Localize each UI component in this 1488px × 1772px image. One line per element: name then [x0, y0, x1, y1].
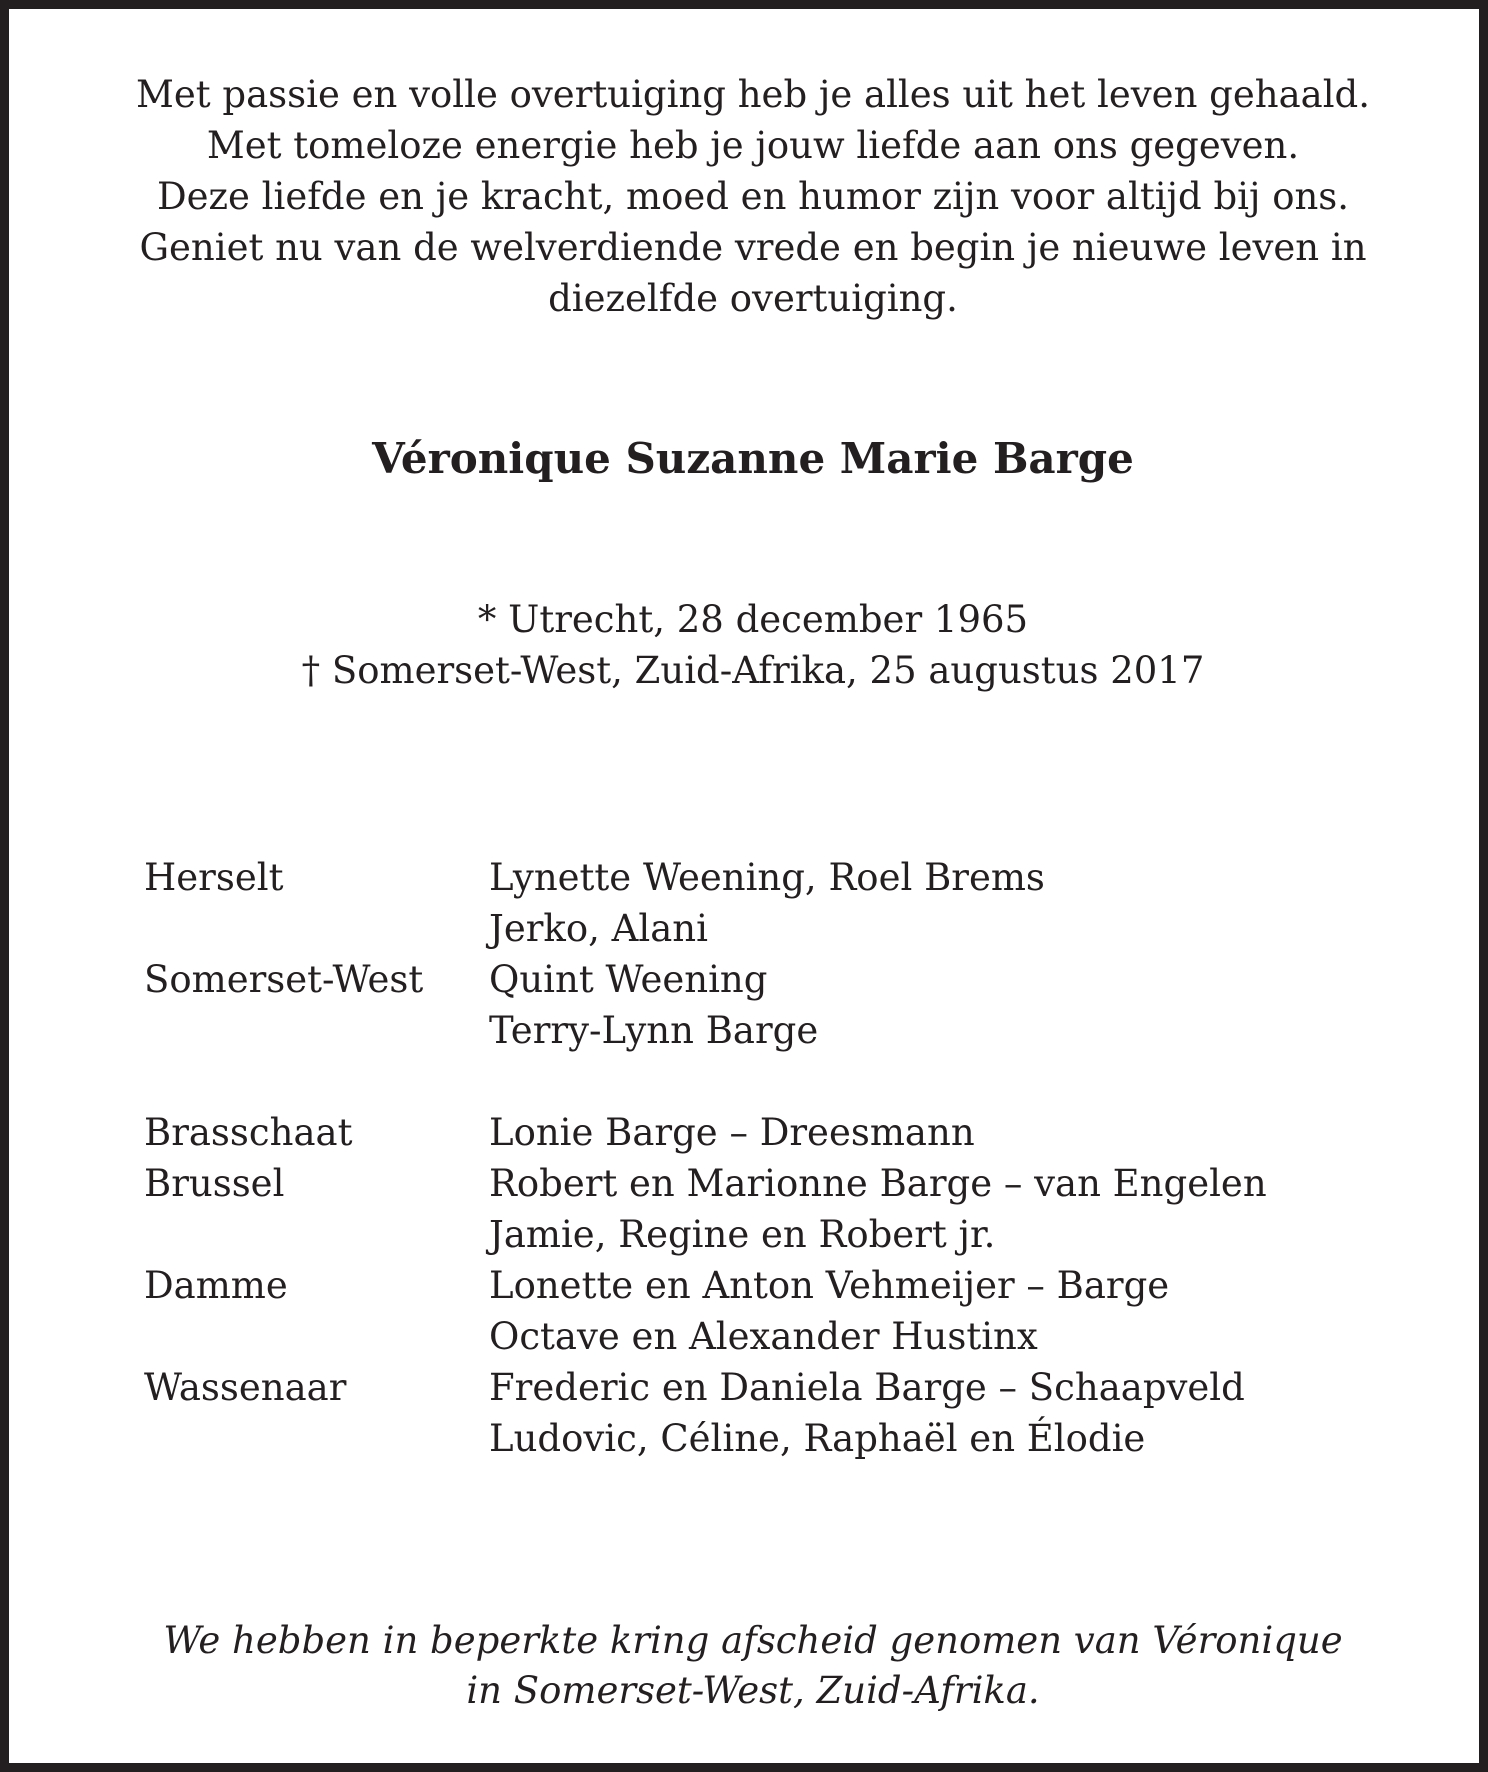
relatives-list — [144, 852, 1394, 1464]
group-spacer — [144, 1056, 1394, 1107]
relative-place: Brasschaat — [144, 1111, 353, 1154]
relative-row — [144, 1005, 1394, 1056]
relative-place: Brussel — [144, 1162, 285, 1205]
relative-row — [144, 1260, 1394, 1311]
relative-row — [144, 1158, 1394, 1209]
relative-place — [144, 1413, 489, 1464]
relative-names: Lonette en Anton Vehmeijer – Barge — [489, 1264, 1170, 1307]
relative-place: Wassenaar — [144, 1366, 347, 1409]
relative-place: Somerset-West — [144, 958, 424, 1001]
relative-names: Terry-Lynn Barge — [489, 1009, 819, 1052]
relative-row — [144, 1107, 1394, 1158]
relative-row — [144, 1311, 1394, 1362]
birth-line: * Utrecht, 28 december 1965 — [477, 598, 1029, 641]
relative-row — [144, 852, 1394, 903]
relative-place — [144, 1005, 489, 1056]
relative-place — [144, 1209, 489, 1260]
relative-place — [144, 1311, 489, 1362]
poem-line: diezelfde overtuiging. — [548, 277, 958, 320]
relative-names: Octave en Alexander Hustinx — [489, 1315, 1038, 1358]
relative-names: Quint Weening — [489, 958, 768, 1001]
death-line: † Somerset-West, Zuid-Afrika, 25 augustus 2017 — [301, 649, 1205, 692]
relative-row — [144, 1209, 1394, 1260]
relative-row — [144, 1413, 1394, 1464]
life-dates — [69, 594, 1437, 696]
closing-line: We hebben in beperkte kring afscheid genomen van Véronique — [163, 1619, 1343, 1662]
poem-line: Deze liefde en je kracht, moed en humor zijn voor altijd bij ons. — [156, 175, 1350, 218]
relative-names: Lynette Weening, Roel Brems — [489, 856, 1045, 899]
poem-line: Met tomeloze energie heb je jouw liefde aan ons gegeven. — [206, 124, 1300, 167]
relative-place: Damme — [144, 1264, 288, 1307]
relative-place: Herselt — [144, 856, 284, 899]
poem-line: Geniet nu van de welverdiende vrede en begin je nieuwe leven in — [139, 226, 1367, 269]
relative-row — [144, 903, 1394, 954]
closing-line: in Somerset-West, Zuid-Afrika. — [466, 1669, 1040, 1712]
relative-names: Ludovic, Céline, Raphaël en Élodie — [489, 1417, 1146, 1460]
closing-note — [69, 1616, 1437, 1716]
relative-names: Robert en Marionne Barge – van Engelen — [489, 1162, 1267, 1205]
relative-names: Frederic en Daniela Barge – Schaapveld — [489, 1366, 1245, 1409]
relative-names: Jamie, Regine en Robert jr. — [489, 1213, 996, 1256]
relative-row — [144, 1362, 1394, 1413]
relative-names: Jerko, Alani — [489, 907, 708, 950]
relative-place — [144, 903, 489, 954]
relative-names: Lonie Barge – Dreesmann — [489, 1111, 975, 1154]
relative-row — [144, 954, 1394, 1005]
poem-line: Met passie en volle overtuiging heb je alles uit het leven gehaald. — [136, 73, 1370, 116]
deceased-name: Véronique Suzanne Marie Barge — [372, 434, 1134, 483]
poem — [69, 69, 1437, 324]
